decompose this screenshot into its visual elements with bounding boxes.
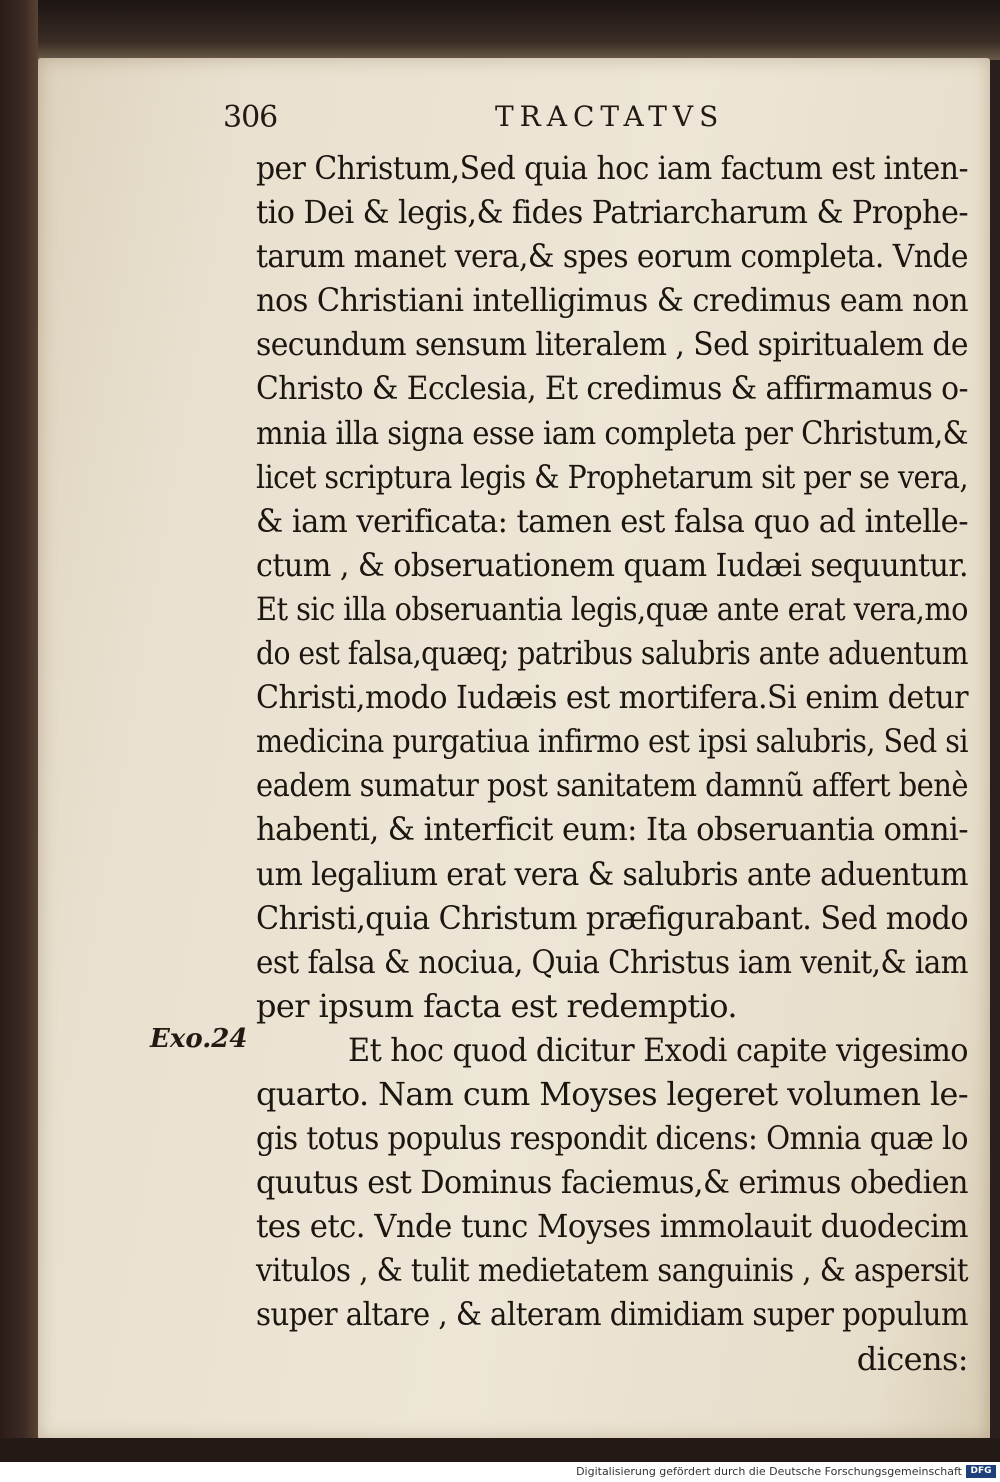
text-line: tes etc. Vnde tunc Moyses immolauit duodecim: [256, 1207, 968, 1246]
text-line: & iam verificata: tamen est falsa quo ad intelle-: [256, 501, 968, 540]
margin-note: Exo.24: [150, 1024, 248, 1054]
text-line: eadem sumatur post sanitatem damnũ affert benè: [256, 766, 968, 805]
text-line: per ipsum facta est redemptio.: [256, 986, 737, 1025]
text-line: Christi,quia Christum præfigurabant. Sed modo: [256, 898, 968, 937]
text-line: quutus est Dominus faciemus,& erimus obedien: [256, 1163, 968, 1202]
text-line: Et sic illa obseruantia legis,quæ ante erat vera,mo: [256, 589, 968, 628]
text-line: Christo & Ecclesia, Et credimus & affirmamus o-: [256, 369, 968, 408]
text-line: ctum , & obseruationem quam Iudæi sequuntur.: [256, 545, 968, 584]
text-line: mnia illa signa esse iam completa per Christum,&: [256, 413, 968, 452]
funding-notice: Digitalisierung gefördert durch die Deutsche Forschungsgemeinschaft: [576, 1465, 962, 1478]
scan-edge-left: [0, 0, 40, 1482]
dfg-logo: DFG: [966, 1465, 996, 1478]
running-title: TRACTATVS: [495, 100, 725, 133]
text-line: nos Christiani intelligimus & credimus eam non: [256, 281, 968, 320]
catchword: dicens:: [856, 1339, 968, 1378]
text-line: super altare , & alteram dimidiam super populum: [256, 1295, 968, 1334]
text-line: est falsa & nociua, Quia Christus iam venit,& iam: [256, 942, 968, 981]
scan-edge-top: [38, 0, 1000, 60]
text-line: quarto. Nam cum Moyses legeret volumen le-: [256, 1074, 968, 1113]
body-text: [256, 146, 968, 1381]
text-line: tarum manet vera,& spes eorum completa. Vnde: [256, 237, 968, 276]
text-line: do est falsa,quæq; patribus salubris ante aduentum: [256, 634, 968, 673]
text-line: habenti, & interficit eum: Ita obseruantia omni-: [256, 810, 968, 849]
text-line: gis totus populus respondit dicens: Omnia quæ lo: [256, 1119, 968, 1158]
page-header: [0, 100, 1000, 140]
text-line: per Christum,Sed quia hoc iam factum est inten-: [256, 149, 968, 187]
text-line: medicina purgatiua infirmo est ipsi salubris, Sed si: [256, 722, 968, 761]
paragraph-start-line: Et hoc quod dicitur Exodi capite vigesimo: [348, 1030, 968, 1069]
text-line: secundum sensum literalem , Sed spiritualem de: [256, 325, 968, 364]
text-line: um legalium erat vera & salubris ante aduentum: [256, 854, 968, 893]
text-line: tio Dei & legis,& fides Patriarcharum & Prophe-: [256, 193, 968, 232]
page-number: 306: [223, 100, 278, 135]
text-line: vitulos , & tulit medietatem sanguinis , & aspersit: [256, 1251, 968, 1290]
text-line: Christi,modo Iudæis est mortifera.Si enim detur: [256, 678, 968, 717]
digitization-footer: [0, 1462, 1000, 1482]
text-line: licet scriptura legis & Prophetarum sit per se vera,: [256, 457, 968, 496]
